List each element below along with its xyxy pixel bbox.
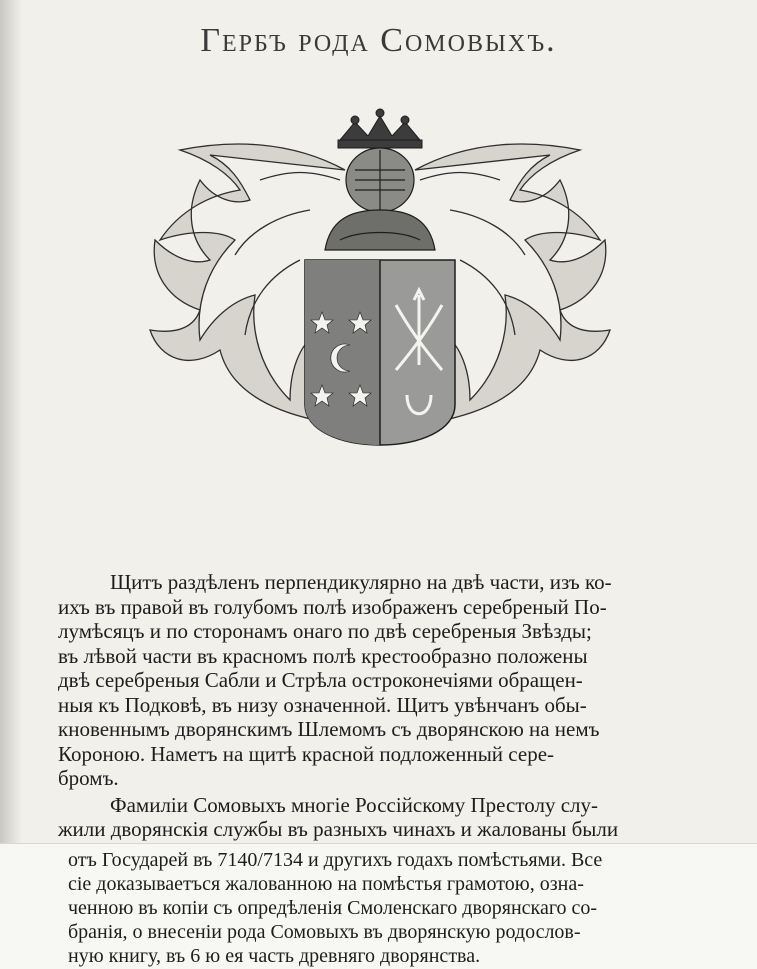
text-line: отъ Государей въ 7140/7134 и другихъ годахъ помѣстьями. Все bbox=[68, 849, 603, 871]
text-line: жили дворянскія службы въ разныхъ чинахъ и жалованы были bbox=[58, 817, 619, 841]
text-line: ную книгу, въ 6 ю ея часть древняго дворянства. bbox=[68, 945, 481, 967]
blazon-description bbox=[58, 570, 698, 842]
page-gutter-shadow bbox=[0, 0, 22, 968]
text-line: двѣ серебреныя Сабли и Стрѣла остроконечіями обращен- bbox=[58, 668, 583, 692]
page-title: Гербъ рода Сомовыхъ. bbox=[200, 22, 557, 59]
crown bbox=[338, 109, 422, 148]
text-line: ихъ въ правой въ голубомъ полѣ изображенъ серебреный По- bbox=[58, 594, 607, 619]
continuation-text bbox=[68, 848, 718, 968]
helmet bbox=[325, 148, 435, 250]
text-line: въ лѣвой части въ красномъ полѣ крестообразно положены bbox=[58, 643, 588, 668]
text-line: лумѣсяцъ и по сторонамъ онаго по двѣ серебреныя Звѣзды; bbox=[58, 619, 592, 643]
text-line: Щитъ раздѣленъ перпендикулярно на двѣ части, изъ ко- bbox=[110, 570, 612, 594]
text-line: Фамиліи Сомовыхъ многіе Россійскому Престолу слу- bbox=[110, 792, 598, 817]
text-line: кновеннымъ дворянскимъ Шлемомъ съ дворянскою на немъ bbox=[58, 717, 600, 741]
text-line: сіе доказываетъся жалованною на помѣстья грамотою, озна- bbox=[68, 873, 584, 895]
text-line: бранія, о внесеніи рода Сомовыхъ въ дворянскую родослов- bbox=[68, 921, 581, 943]
text-line: ченною въ копіи съ опредѣленія Смоленскаго дворянскаго со- bbox=[68, 897, 598, 919]
text-line: Короною. Наметъ на щитѣ красной подложенный сере- bbox=[58, 741, 555, 766]
shield bbox=[305, 260, 455, 445]
text-line: бромъ. bbox=[58, 766, 119, 790]
coat-of-arms-engraving bbox=[140, 100, 620, 460]
text-line: ныя къ Подковѣ, въ низу означенной. Щитъ увѣнчанъ обы- bbox=[58, 692, 587, 717]
